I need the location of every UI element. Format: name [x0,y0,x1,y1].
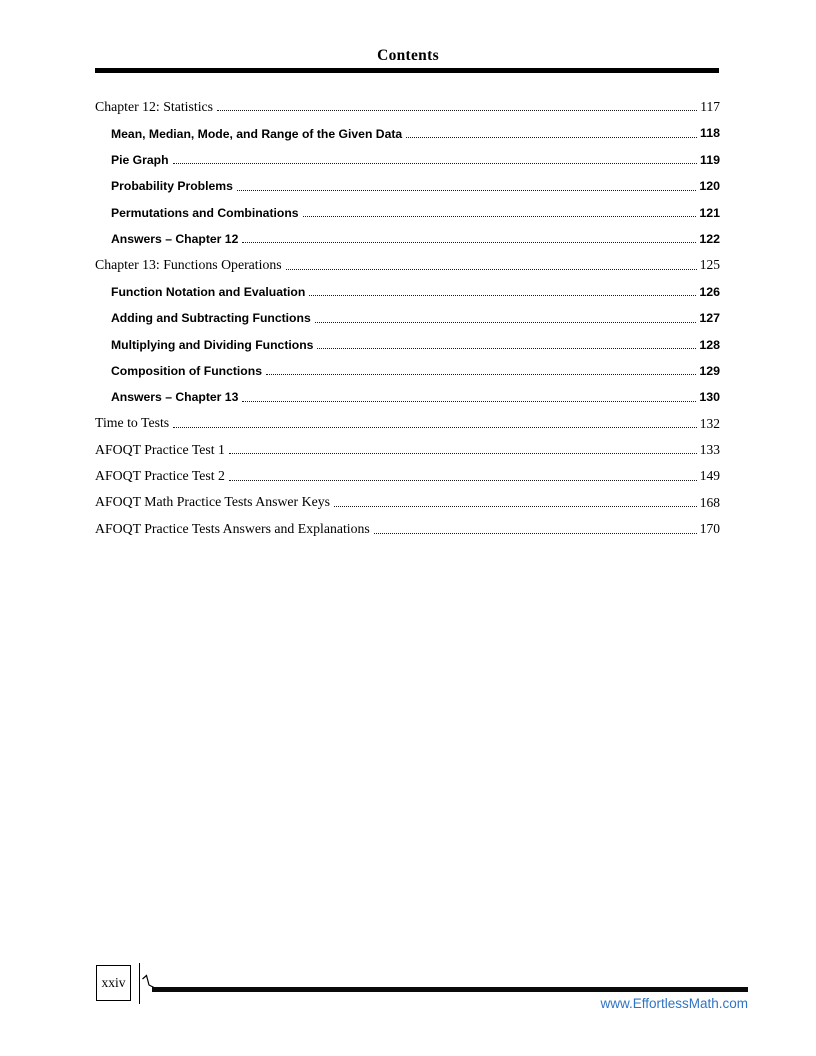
toc-entry-label: AFOQT Math Practice Tests Answer Keys [95,494,330,510]
dot-leader [237,190,696,191]
page-number-box [96,965,131,1001]
toc-row [95,461,720,487]
toc-row [95,224,720,250]
dot-leader [315,322,697,323]
toc-entry-page: 119 [700,152,720,167]
toc-entry-label: Time to Tests [95,415,170,431]
toc-entry-label: Mean, Median, Mode, and Range of the Given Data [111,126,403,141]
toc-entry-page: 121 [699,205,720,220]
dot-leader [266,374,696,375]
toc-row [95,250,720,276]
toc-row [95,435,720,461]
toc-entry-page: 126 [699,284,720,299]
toc-entry-label: Answers – Chapter 12 [111,232,239,247]
dot-leader [406,137,697,138]
toc-entry-label: Composition of Functions [111,364,262,379]
toc-entry-page: 128 [699,337,720,352]
toc-row [95,382,720,408]
toc-row [95,145,720,171]
dot-leader [217,110,697,111]
toc-entry-label: Pie Graph [111,152,169,167]
toc-entry-label: Chapter 13: Functions Operations [95,256,282,272]
toc-entry-page: 129 [699,363,720,378]
toc-row [95,330,720,356]
dot-leader [173,427,697,428]
toc-row [95,92,720,118]
page-number: xxiv [101,975,126,990]
dot-leader [229,453,697,454]
toc-row [95,277,720,303]
toc-entry-page: 133 [699,441,720,457]
toc-entry-page: 149 [699,468,720,484]
footer-rule [152,987,748,992]
toc-entry-label: Answers – Chapter 13 [111,390,239,405]
website-link[interactable]: www.EffortlessMath.com [600,996,748,1011]
toc-entry-page: 118 [700,126,720,141]
toc-entry-page: 170 [699,521,720,537]
toc-row [95,198,720,224]
toc-entry-label: AFOQT Practice Test 1 [95,441,225,457]
page-title: Contents [377,47,439,64]
dot-leader [229,480,697,481]
toc-entry-label: AFOQT Practice Test 2 [95,468,225,484]
toc-entry-page: 122 [699,231,720,246]
toc-entry-page: 168 [699,494,720,510]
dot-leader [173,163,697,164]
dot-leader [374,533,697,534]
toc-row [95,356,720,382]
toc-entry-label: Permutations and Combinations [111,205,299,220]
dot-leader [309,295,696,296]
toc-entry-label: Chapter 12: Statistics [95,98,214,114]
dot-leader [242,242,696,243]
toc-entry-page: 117 [700,98,720,114]
toc-row [95,303,720,329]
toc-row [95,514,720,540]
toc-entry-label: Multiplying and Dividing Functions [111,337,314,352]
toc-row [95,409,720,435]
toc-row [95,118,720,144]
dot-leader [286,269,697,270]
dot-leader [303,216,697,217]
dot-leader [317,348,696,349]
toc-entry-page: 127 [699,311,720,326]
toc-row [95,171,720,197]
toc-entry-page: 125 [699,257,720,273]
toc-entry-page: 130 [699,390,720,405]
header-double-rule [95,68,719,73]
toc-entry-label: Probability Problems [111,179,233,194]
toc-entry-page: 120 [699,179,720,194]
dot-leader [242,401,696,402]
footer-vertical-divider [139,963,140,1004]
toc-entry-page: 132 [699,415,720,431]
toc-entry-label: Function Notation and Evaluation [111,284,306,299]
dot-leader [334,506,697,507]
toc-row [95,488,720,514]
toc-entry-label: AFOQT Practice Tests Answers and Explanations [95,520,370,536]
toc-entry-label: Adding and Subtracting Functions [111,311,311,326]
toc-list [95,92,720,541]
